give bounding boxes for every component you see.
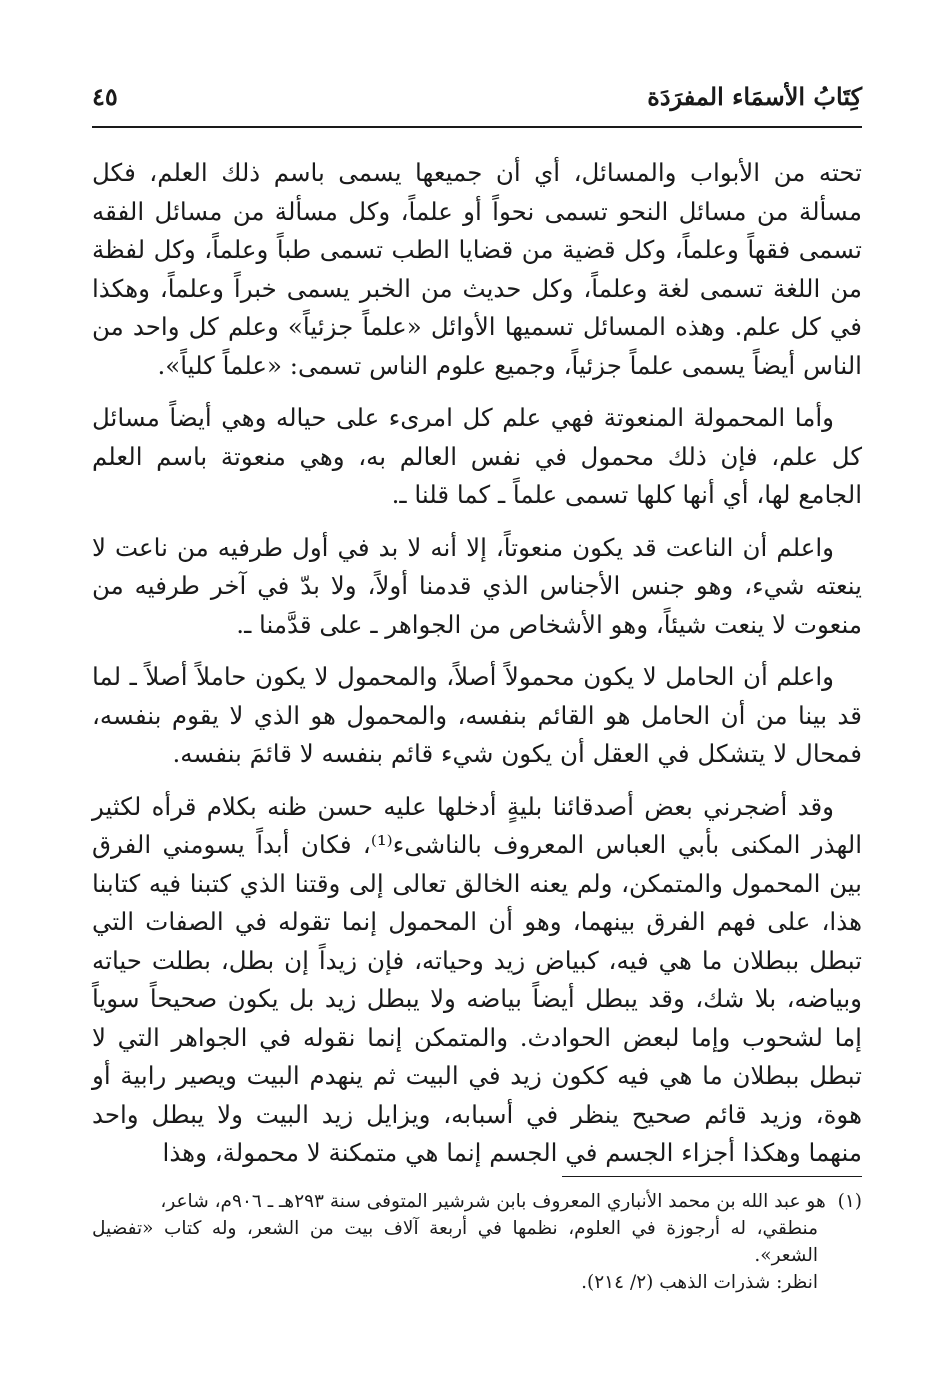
- footnote-line-2: منطقي، له أرجوزة في العلوم، نظمها في أربعة آلاف بيت من الشعر، وله كتاب «تفضيل الشعر».: [92, 1218, 818, 1266]
- footnote-line-1: هو عبد الله بن محمد الأنباري المعروف بابن شرشير المتوفى سنة ٢٩٣هـ ـ ٩٠٦م، شاعر،: [160, 1191, 826, 1212]
- paragraph-4: واعلم أن الحامل لا يكون محمولاً أصلاً، والمحمول لا يكون حاملاً أصلاً ـ لما قد بينا من أن الحامل هو القائم بنفسه، والمحمول هو الذي لا يقوم بنفسه، فمحال لا يتشكل في العقل أن يكون شيء قائم بنفسه لا قائمَ بنفسه.: [92, 662, 862, 768]
- page-number: ٤٥: [92, 82, 118, 111]
- footnote-divider: [562, 1176, 862, 1177]
- book-page: [92, 72, 862, 1332]
- book-title: كِتَابُ الأسمَاء المفرَدَة: [647, 82, 862, 111]
- footnote-marker: (١): [837, 1191, 862, 1212]
- footnote-line-3: انظر: شذرات الذهب (٢/ ٢١٤).: [581, 1272, 818, 1293]
- footnote: [92, 1188, 862, 1296]
- paragraph-1: تحته من الأبواب والمسائل، أي أن جميعها يسمى باسم ذلك العلم، فكل مسألة من مسائل النحو تسمى نحواً أو علماً، وكل مسألة من مسائل الفقه تسمى فقهاً وعلماً، وكل قضية من قضايا الطب تسمى طباً وعلماً، وكل لفظة من اللغة تسمى لغة وعلماً، وكل حديث من الخبر يسمى خبراً وعلماً، وهكذا في كل علم. وهذه المسائل تسميها الأوائل «علماً جزئياً» وعلم كل واحد من الناس أيضاً يسمى علماً جزئياً، وجميع علوم الناس تسمى: «علماً كلياً».: [92, 158, 862, 380]
- main-text: [92, 154, 862, 1173]
- paragraph-5: وقد أضجرني بعض أصدقائنا بليةٍ أدخلها عليه حسن ظنه بكلام قرأه لكثير الهذر المكنى بأبي العباس المعروف بالناشىء⁽¹⁾، فكان أبداً يسومني الفرق بين المحمول والمتمكن، ولم يعنه الخالق تعالى إلى وقتنا الذي كتبنا فيه كتابنا هذا، على فهم الفرق بينهما، وهو أن المحمول إنما تقوله في الصفات التي تبطل ببطلان ما هي فيه، كبياض زيد وحياته، فإن زيداً إن بطل، بطلت حياته وبياضه، بلا شك، وقد يبطل أيضاً بياضه ولا يبطل زيد بل يكون صحيحاً سوياً إما لشحوب وإما لبعض الحوادث. والمتمكن إنما نقوله في الجواهر التي لا تبطل ببطلان ما هي فيه ككون زيد في البيت ثم ينهدم البيت ويصير رابية أو هوة، وزيد قائم صحيح ينظر في أسبابه، ويزايل زيد البيت ولا يبطل واحد منهما وهكذا أجزاء الجسم في الجسم إنما هي متمكنة لا محمولة، وهذا: [92, 791, 863, 1167]
- paragraph-2: وأما المحمولة المنعوتة فهي علم كل امرىء على حياله وهي أيضاً مسائل كل علم، فإن ذلك محمول في نفس العالم به، وهي منعوتة باسم العلم الجامع لها، أي أنها كلها تسمى علماً ـ كما قلنا ـ.: [92, 403, 862, 509]
- paragraph-3: واعلم أن الناعت قد يكون منعوتاً، إلا أنه لا بد في أول طرفيه من ناعت لا ينعته شيء، وهو جنس الأجناس الذي قدمنا أولاً، ولا بدّ في آخر طرفيه من منعوت لا ينعت شيئاً، وهو الأشخاص من الجواهر ـ على قدَّمنا ـ.: [92, 532, 862, 639]
- running-header: [92, 72, 862, 128]
